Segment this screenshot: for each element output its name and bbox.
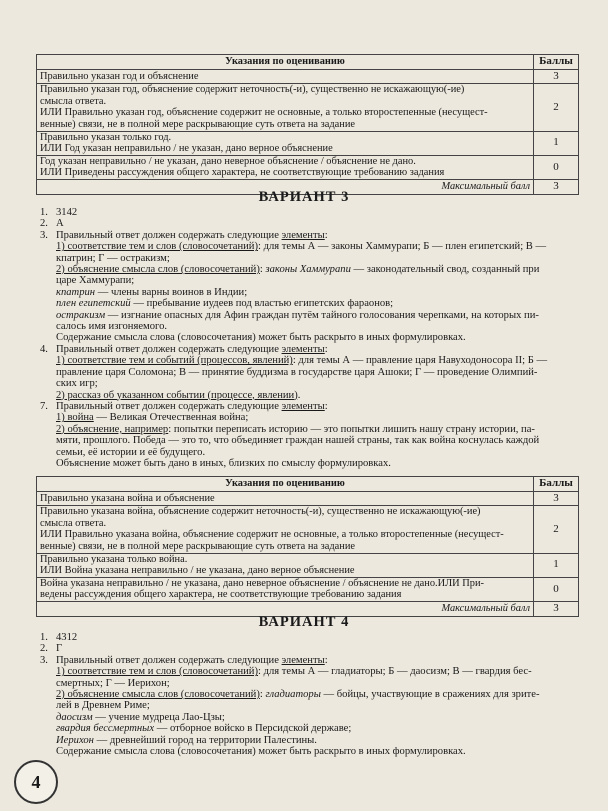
criteria-line: Год указан неправильно / не указан, дано неверное объяснение / объяснение не дано. [40, 155, 416, 167]
term: кпатрин [56, 286, 96, 298]
criteria-line: ведены рассуждения общего характера, не соответствующие требованию задания [40, 589, 402, 601]
criteria-line: Правильно указан только год. [40, 131, 172, 143]
criteria-header: Указания по оцениванию [37, 55, 534, 70]
answer-3-note [40, 332, 580, 343]
points-cell: 1 [534, 131, 579, 155]
answer-7-intro [40, 401, 580, 412]
answer-number: 1. [40, 632, 48, 643]
point-label: 2) объяснение, например [56, 423, 169, 435]
point-label: 1) соответствие тем и слов (словосочетаний) [56, 241, 259, 253]
scoring-table-2 [36, 476, 579, 617]
points-cell: 0 [534, 577, 579, 601]
criteria-line: Правильно указана война и объяснение [40, 492, 215, 504]
table-row [37, 131, 579, 155]
point-label: 1) соответствие тем и событий (процессов, явлений) [56, 355, 293, 367]
table-header-row [37, 477, 579, 492]
definition: — члены варны воинов в Индии; [95, 286, 248, 298]
point-label: 2) рассказ об указанном событии (процессе, явлении) [56, 389, 298, 401]
table-header-row [37, 55, 579, 70]
max-score-value: 3 [534, 179, 579, 194]
point-label: 2) объяснение смысла слов (словосочетаний) [56, 689, 260, 701]
colon: : [324, 654, 328, 666]
criteria-line: Правильно указана война, объяснение содержит неточность(-и), существенно не искажающую(-ие) [40, 506, 481, 518]
table-row [37, 84, 579, 131]
variant-3-title: ВАРИАНТ 3 [258, 189, 350, 205]
answer-number: 3. [40, 229, 48, 241]
note: Содержание смысла слова (словосочетания) может быть раскрыто в иных формулировках. [56, 746, 466, 758]
table-row [37, 577, 579, 601]
answer-7-point-2-cont [40, 435, 580, 446]
point-text: мяти, прошлого. Победа — это то, что объединяет граждан нашей страны, так как война коснулась каждой [56, 435, 540, 447]
definition: — отборное войско в Персидской державе; [154, 723, 352, 735]
points-cell: 3 [534, 69, 579, 84]
elements-word: элементы [281, 229, 325, 241]
points-cell: 0 [534, 155, 579, 179]
points-cell: 2 [534, 506, 579, 553]
point-label: 1) война [56, 412, 94, 424]
definition: салось имя изгоняемого. [56, 321, 168, 333]
answer-7-point-2 [40, 424, 580, 435]
answer-7-note [40, 458, 580, 469]
point-label: 2) объяснение смысла слов (словосочетаний) [56, 264, 260, 276]
variant-4-answers [40, 632, 580, 757]
point-text: правление царя Соломона; В — принятие буддизма в государстве царя Ашоки; Г — проведение Олимпий- [56, 366, 538, 378]
criteria-line: ИЛИ Война указана неправильно / не указана, дано верное объяснение [40, 565, 355, 577]
intro-text: Правильный ответ должен содержать следующие [56, 343, 282, 355]
criteria-cell [37, 69, 534, 84]
answer-3-point-2-cont [40, 275, 580, 286]
separator: : [259, 264, 266, 276]
definition: — древнейший город на территории Палестины. [93, 734, 317, 746]
criteria-cell [37, 577, 534, 601]
point-text: семьи, её истории и её будущего. [56, 446, 206, 458]
criteria-line: Правильно указана только война. [40, 553, 188, 565]
answer-3-term-3 [40, 735, 580, 746]
answer-number: 2. [40, 218, 48, 230]
criteria-line: Правильно указан год, объяснение содержит неточность(-и), существенно не искажающую(-ие) [40, 84, 465, 96]
note: Объяснение может быть дано в иных, близких по смыслу формулировках. [56, 457, 391, 469]
definition: — законодательный свод, созданный при [350, 264, 540, 276]
criteria-header: Указания по оцениванию [37, 477, 534, 492]
definition: царе Хаммурапи; [56, 275, 135, 287]
table-row [37, 553, 579, 577]
answer-3-term-2 [40, 298, 580, 309]
definition: — изгнание опасных для Афин граждан путём тайного голосования черепками, на которых пи- [105, 309, 539, 321]
answer-3-point-2 [40, 264, 580, 275]
answer-3-term-1 [40, 712, 580, 723]
answer-3-point-1-cont [40, 253, 580, 264]
point-text: кпатрин; Г — остракизм; [56, 252, 170, 264]
answer-3-point-1-cont [40, 678, 580, 689]
colon: : [324, 229, 328, 241]
answer-3-term-3-cont [40, 321, 580, 332]
answer-1 [40, 632, 580, 643]
point-text: : для темы А — гладиаторы; Б — даосизм; В — гвардия бес- [258, 666, 532, 678]
answer-4-point-1-cont [40, 367, 580, 378]
answer-2 [40, 218, 580, 229]
points-cell: 2 [534, 84, 579, 131]
criteria-line: ИЛИ Год указан неправильно / не указан, дано верное объяснение [40, 143, 333, 155]
table-row [37, 155, 579, 179]
answer-number: 4. [40, 343, 48, 355]
answer-3-point-2-cont [40, 700, 580, 711]
criteria-cell [37, 131, 534, 155]
max-score-label: Максимальный балл [37, 179, 534, 194]
answer-3-point-1 [40, 241, 580, 252]
points-header: Баллы [534, 55, 579, 70]
points-header: Баллы [534, 477, 579, 492]
definition: — бойцы, участвующие в сражениях для зрите- [320, 689, 540, 701]
term: даосизм [56, 711, 93, 723]
answer-number: 2. [40, 643, 48, 655]
intro-text: Правильный ответ должен содержать следующие [56, 400, 282, 412]
term: плен египетский [56, 298, 131, 310]
answer-3-intro [40, 655, 580, 666]
max-score-value: 3 [534, 601, 579, 616]
criteria-line: ИЛИ Правильно указана война, объяснение содержит не основные, а только второстепенные (несущест- [40, 529, 504, 541]
answer-2 [40, 643, 580, 654]
scoring-table-1 [36, 54, 579, 195]
intro-text: Правильный ответ должен содержать следующие [56, 229, 282, 241]
variant-4-title: ВАРИАНТ 4 [258, 614, 350, 630]
colon: : [324, 343, 328, 355]
point-text: смертных; Г — Иерихон; [56, 677, 170, 689]
max-score-label: Максимальный балл [37, 601, 534, 616]
answer-value: Г [56, 643, 63, 655]
criteria-line: ИЛИ Приведены рассуждения общего характера, не соответствующие требованию задания [40, 167, 445, 179]
answer-3-point-1 [40, 666, 580, 677]
table-row [37, 506, 579, 553]
point-text: — Великая Отечественная война; [93, 412, 249, 424]
points-cell: 1 [534, 553, 579, 577]
answer-4-point-2 [40, 390, 580, 401]
table-row [37, 69, 579, 84]
answer-number: 3. [40, 654, 48, 666]
answer-3-term-3 [40, 310, 580, 321]
criteria-line: ИЛИ Правильно указан год, объяснение содержит не основные, а только второстепенные (несущест- [40, 107, 488, 119]
answer-3-term-1 [40, 287, 580, 298]
separator: : [259, 689, 266, 701]
elements-word: элементы [281, 654, 325, 666]
answer-value: 4312 [56, 632, 78, 643]
answer-3-note [40, 746, 580, 757]
criteria-line: венные) связи, не в полной мере раскрывающие суть ответа на задание [40, 540, 355, 552]
term: законы Хаммурапи [265, 264, 351, 276]
answer-7-point-1 [40, 412, 580, 423]
answer-value: 3142 [56, 207, 78, 218]
points-cell: 3 [534, 491, 579, 506]
point-text: ских игр; [56, 378, 98, 390]
answer-3-point-2 [40, 689, 580, 700]
term: остракизм [56, 309, 106, 321]
criteria-line: смысла ответа. [40, 95, 107, 107]
colon: : [324, 400, 328, 412]
criteria-cell [37, 84, 534, 131]
answer-4-point-1 [40, 355, 580, 366]
criteria-cell [37, 155, 534, 179]
criteria-line: Правильно указан год и объяснение [40, 70, 199, 82]
answer-value: А [56, 218, 64, 230]
note: Содержание смысла слова (словосочетания) может быть раскрыто в иных формулировках. [56, 332, 466, 344]
answer-number: 7. [40, 400, 48, 412]
answer-7-point-2-cont2 [40, 447, 580, 458]
definition: лей в Древнем Риме; [56, 700, 150, 712]
answer-3-term-2 [40, 723, 580, 734]
definition: — пребывание иудеев под властью египетских фараонов; [130, 298, 394, 310]
criteria-cell [37, 553, 534, 577]
answer-4-point-1-cont2 [40, 378, 580, 389]
point-text: : попытки переписать историю — это попытки лишить нашу страну истории, па- [168, 423, 535, 435]
term: гладиаторы [265, 689, 321, 701]
variant-3-answers [40, 207, 580, 469]
term: Иерихон [56, 734, 94, 746]
criteria-line: смысла ответа. [40, 517, 107, 529]
criteria-line: венные) связи, не в полной мере раскрывающие суть ответа на задание [40, 118, 355, 130]
answer-1 [40, 207, 580, 218]
term: гвардия бессмертных [56, 723, 155, 735]
elements-word: элементы [281, 343, 325, 355]
point-label: 1) соответствие тем и слов (словосочетаний) [56, 666, 259, 678]
answer-number: 1. [40, 207, 48, 218]
criteria-cell [37, 491, 534, 506]
page-number: 4 [14, 760, 58, 804]
period: . [297, 389, 301, 401]
definition: — учение мудреца Лао-Цзы; [92, 711, 225, 723]
intro-text: Правильный ответ должен содержать следующие [56, 654, 282, 666]
elements-word: элементы [281, 400, 325, 412]
table-row [37, 491, 579, 506]
point-text: : для темы А — законы Хаммурапи; Б — плен египетский; В — [258, 241, 547, 253]
answer-3-intro [40, 230, 580, 241]
answer-4-intro [40, 344, 580, 355]
criteria-cell [37, 506, 534, 553]
criteria-line: Война указана неправильно / не указана, дано неверное объяснение / объяснение не дано.ИЛИ При- [40, 577, 484, 589]
point-text: : для темы А — правление царя Навуходоносора II; Б — [292, 355, 548, 367]
